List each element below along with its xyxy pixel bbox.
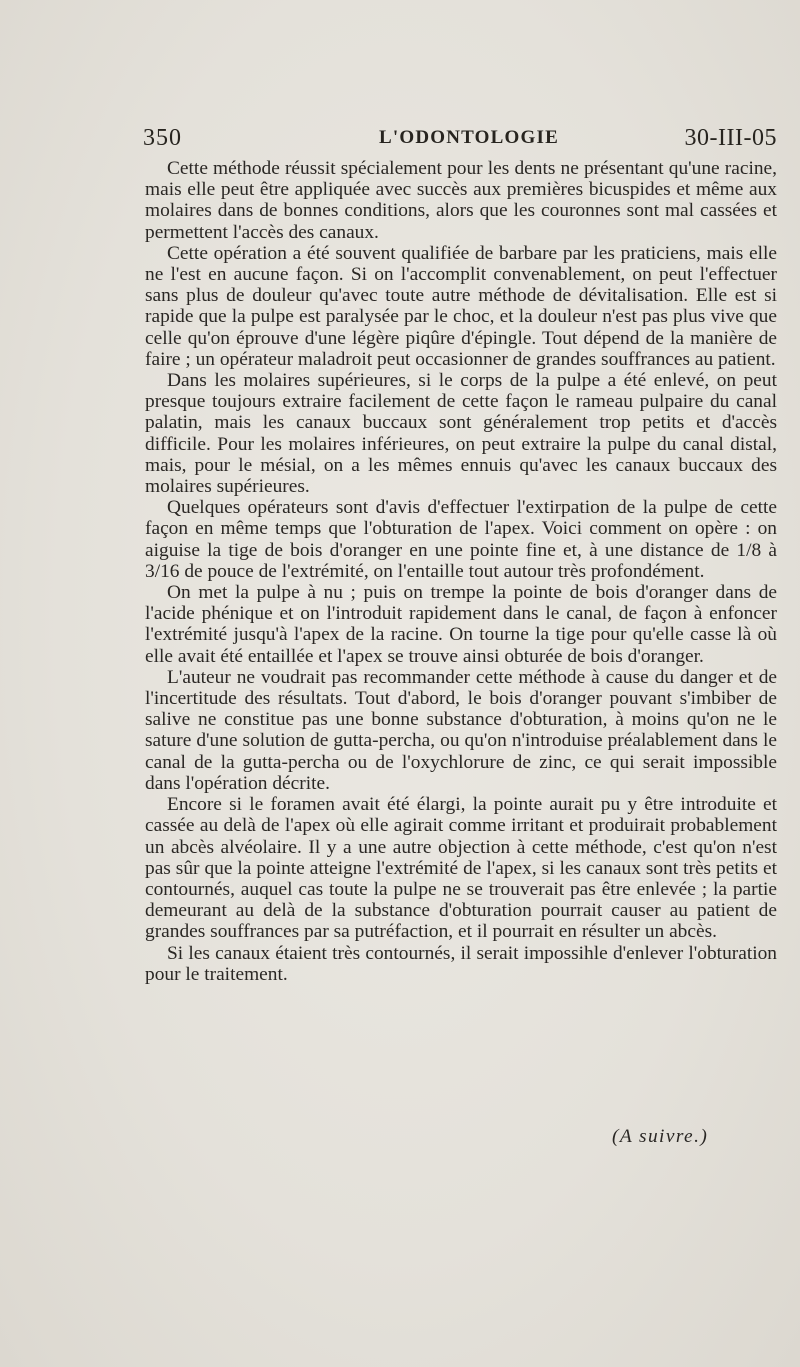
paragraph: L'auteur ne voudrait pas recommander cette méthode à cause du danger et de l'incertitude des résultats. Tout d'abord, le bois d'oranger pouvant s'imbiber de salive ne constitue pas une bonne substance d'obturation, à moins qu'on ne le sature d'une solution de gutta-percha, ou qu'on n'introduise préalablement dans le canal de la gutta-percha ou de l'oxychlorure de zinc, ce qui serait impossible dans l'opération décrite. <box>145 666 777 794</box>
issue-date: 30-III-05 <box>684 125 777 151</box>
page-number: 350 <box>143 125 182 151</box>
paragraph: Quelques opérateurs sont d'avis d'effectuer l'extirpation de la pulpe de cette façon en même temps que l'obturation de l'apex. Voici comment on opère : on aiguise la tige de bois d'oranger en une pointe fine et, à une distance de 1/8 à 3/16 de pouce de l'extrémité, on l'entaille tout autour très profondément. <box>145 497 777 582</box>
paragraph: Cette méthode réussit spécialement pour les dents ne présentant qu'une racine, mais elle peut être appliquée avec succès aux premières bicuspides et même aux molaires dans de bonnes conditions, alors que les couronnes sont mal cassées et permettent l'accès des canaux. <box>145 158 777 243</box>
paragraph: Si les canaux étaient très contournés, il serait impossihle d'enlever l'obturation pour le traitement. <box>145 942 777 985</box>
continuation-note: (A suivre.) <box>612 1126 709 1147</box>
paragraph: Encore si le foramen avait été élargi, la pointe aurait pu y être introduite et cassée au delà de l'apex où elle agirait comme irritant et produirait probablement un abcès alvéolaire. Il y a une autre objection à cette méthode, c'est qu'on n'est pas sûr que la pointe atteigne l'extrémité de l'apex, si les canaux sont très petits et contournés, auquel cas toute la pulpe ne se trouverait pas être enlevée ; la partie demeurant au delà de la substance d'obturation pourrait causer au patient de grandes souffrances par sa putréfaction, et il pourrait en résulter un abcès. <box>145 794 777 943</box>
paragraph: Dans les molaires supérieures, si le corps de la pulpe a été enlevé, on peut presque toujours extraire facilement de cette façon le rameau pulpaire du canal palatin, mais les canaux buccaux sont généralement trop petits et d'accès difficile. Pour les molaires inférieures, on peut extraire la pulpe du canal distal, mais, pour le mésial, on a les mêmes ennuis qu'avec les canaux buccaux des molaires supérieures. <box>145 370 777 498</box>
running-header <box>143 125 783 157</box>
journal-title: L'ODONTOLOGIE <box>379 127 559 148</box>
article-body <box>145 158 777 985</box>
paragraph: Cette opération a été souvent qualifiée de barbare par les praticiens, mais elle ne l'est en aucune façon. Si on l'accomplit convenablement, on peut l'effectuer sans plus de douleur qu'avec toute autre méthode de dévitalisation. Elle est si rapide que la pulpe est paralysée par le choc, et la douleur n'est pas plus vive que celle qu'on éprouve d'une légère piqûre d'épingle. Tout dépend de la manière de faire ; un opérateur maladroit peut occasionner de grandes souffrances au patient. <box>145 242 777 370</box>
paragraph: On met la pulpe à nu ; puis on trempe la pointe de bois d'oranger dans de l'acide phénique et on l'introduit rapidement dans le canal, de façon à enfoncer l'extrémité jusqu'à l'apex de la racine. On tourne la tige pour qu'elle casse là où elle avait été entaillée et l'apex se trouve ainsi obturée de bois d'oranger. <box>145 582 777 667</box>
